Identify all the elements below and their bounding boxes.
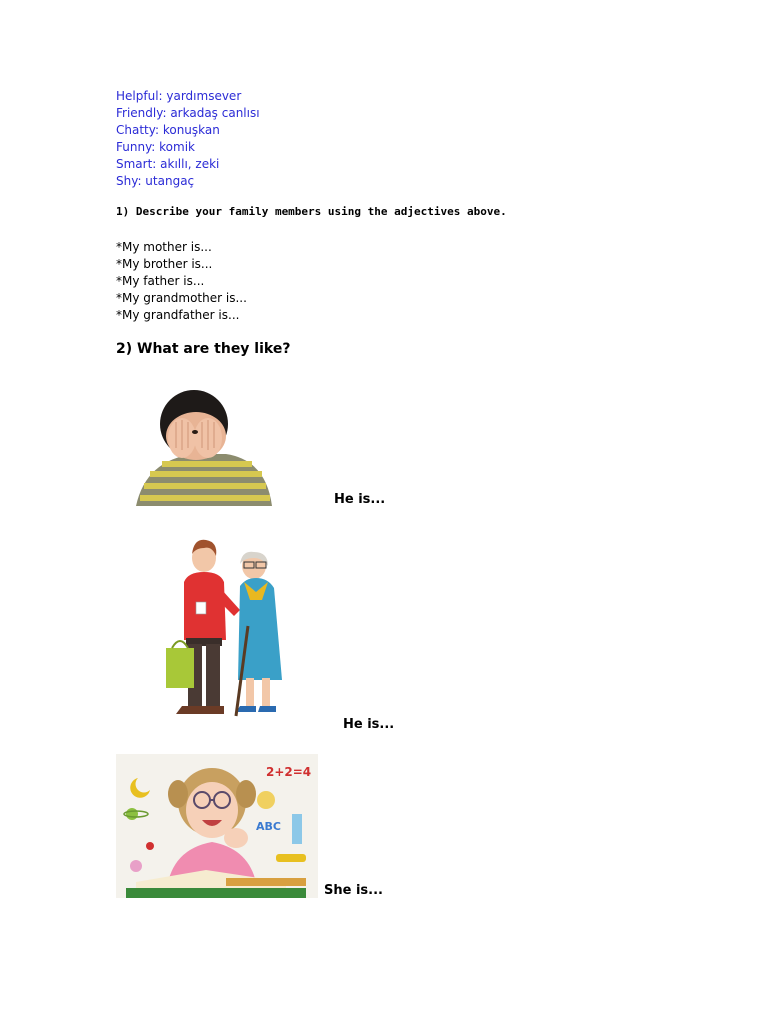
answer-3: She is... xyxy=(324,883,383,898)
member-line-brother: *My brother is... xyxy=(116,257,213,271)
family-members-list xyxy=(116,239,247,324)
member-line-mother: *My mother is... xyxy=(116,240,212,254)
vocab-item-funny: Funny: komik xyxy=(116,140,195,154)
vocab-item-friendly: Friendly: arkadaş canlısı xyxy=(116,106,260,120)
smart-girl-image xyxy=(116,754,318,898)
vocab-item-smart: Smart: akıllı, zeki xyxy=(116,157,220,171)
vocab-item-shy: Shy: utangaç xyxy=(116,174,195,188)
vocab-item-chatty: Chatty: konuşkan xyxy=(116,123,220,137)
smart-girl-illustration xyxy=(116,754,318,898)
shy-boy-image xyxy=(116,378,312,506)
helpful-man-image xyxy=(116,530,326,726)
question-1: 1) Describe your family members using the adjectives above. xyxy=(116,205,507,218)
answer-1: He is... xyxy=(334,492,386,507)
math-doodle-text: 2+2=4 xyxy=(266,765,312,779)
member-line-father: *My father is... xyxy=(116,274,205,288)
abc-doodle-text: ABC xyxy=(256,820,281,833)
member-line-grandfather: *My grandfather is... xyxy=(116,308,240,322)
question-2: 2) What are they like? xyxy=(116,341,291,357)
vocab-item-helpful: Helpful: yardımsever xyxy=(116,89,242,103)
helpful-man-illustration xyxy=(116,530,326,726)
shy-boy-illustration xyxy=(116,378,312,506)
answer-2: He is... xyxy=(343,717,395,732)
vocabulary-list xyxy=(116,88,260,190)
member-line-grandmother: *My grandmother is... xyxy=(116,291,247,305)
